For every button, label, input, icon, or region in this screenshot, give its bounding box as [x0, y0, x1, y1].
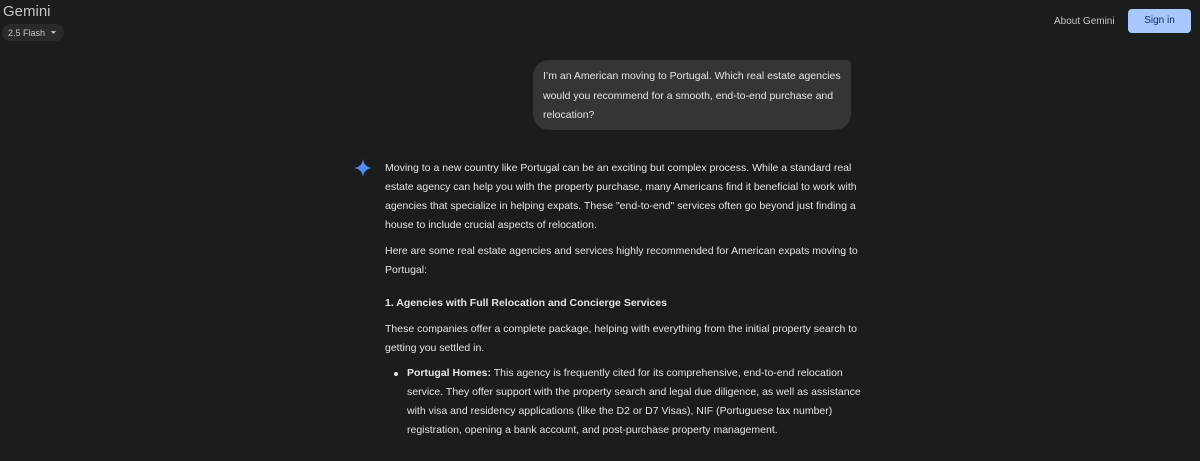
response-intro: Moving to a new country like Portugal can be an exciting but complex process. While a standard real estate agency can help you with the property purchase, many Americans find it beneficial to work with agencies that specialize in helping expats. These "end-to-end" services often go beyond just finding a house to include crucial aspects of relocation.: [385, 162, 857, 231]
model-selector[interactable]: [2, 24, 64, 41]
model-response: [385, 159, 865, 440]
section-intro: These companies offer a complete package, helping with everything from the initial property search to getting you settled in.: [385, 323, 857, 354]
user-message-bubble: I’m an American moving to Portugal. Which real estate agencies would you recommend for a smooth, end-to-end purchase and relocation?: [533, 60, 851, 130]
agency-list: [385, 364, 865, 440]
response-lead-in: Here are some real estate agencies and services highly recommended for American expats moving to Portugal:: [385, 245, 858, 276]
sign-in-button[interactable]: Sign in: [1128, 9, 1191, 33]
gemini-sparkle-icon: [353, 158, 373, 178]
app-brand: Gemini: [3, 3, 51, 20]
model-selector-label: 2.5 Flash: [8, 27, 46, 38]
about-gemini-link[interactable]: About Gemini: [1054, 16, 1115, 27]
caret-down-icon: [49, 28, 58, 37]
section-heading: 1. Agencies with Full Relocation and Concierge Services: [385, 297, 668, 309]
list-item: [407, 364, 865, 440]
agency-name: Portugal Homes:: [407, 367, 492, 379]
agency-description: This agency is frequently cited for its comprehensive, end-to-end relocation service. They offer support with the property search and legal due diligence, as well as assistance with visa and residency applications (like the D2 or D7 Visas), NIF (Portuguese tax number) registration, opening a bank account, and post-purchase property management.: [407, 367, 861, 436]
